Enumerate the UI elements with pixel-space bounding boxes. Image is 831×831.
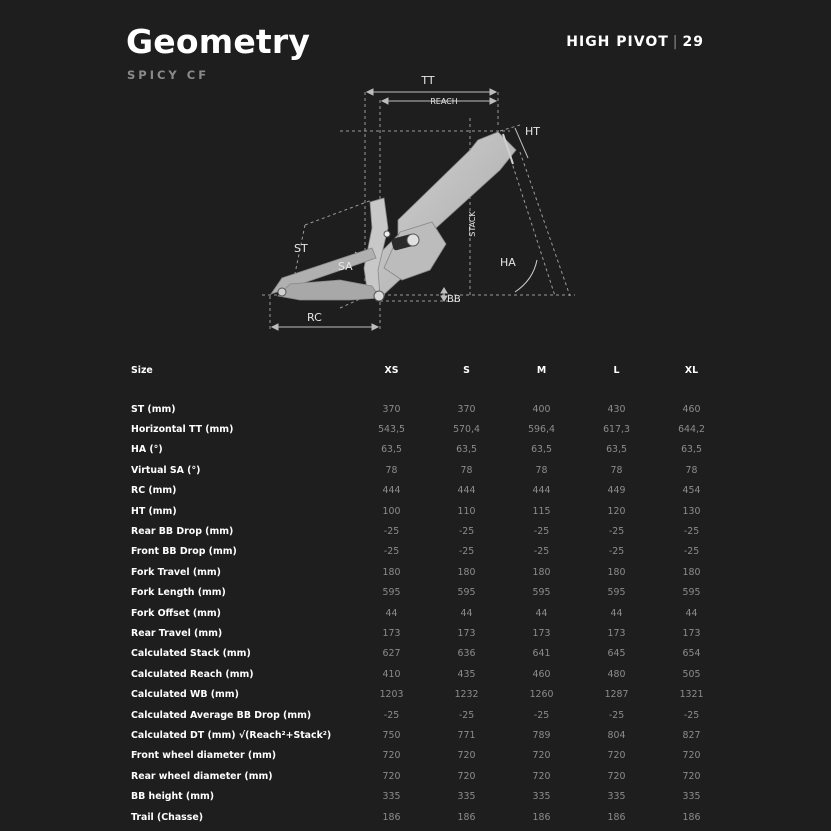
table-row xyxy=(127,664,729,684)
row-value: 370 xyxy=(457,403,476,415)
size-column-header: S xyxy=(463,364,470,376)
row-value: 180 xyxy=(457,566,476,578)
row-value: -25 xyxy=(533,526,550,538)
row-label: HT (mm) xyxy=(131,505,177,517)
row-value: 180 xyxy=(682,566,701,578)
row-value: 186 xyxy=(457,811,476,823)
row-label: Calculated DT (mm) √(Reach²+Stack²) xyxy=(131,729,332,741)
row-value: 595 xyxy=(382,587,401,599)
row-value: 410 xyxy=(382,668,401,680)
row-value: 720 xyxy=(532,750,551,762)
row-value: 370 xyxy=(382,403,401,415)
row-value: 454 xyxy=(682,485,701,497)
row-value: 827 xyxy=(682,729,701,741)
table-row xyxy=(127,562,729,582)
row-value: 186 xyxy=(607,811,626,823)
row-value: 180 xyxy=(607,566,626,578)
row-value: -25 xyxy=(608,546,625,558)
table-row xyxy=(127,746,729,766)
table-row xyxy=(127,583,729,603)
row-value: 480 xyxy=(607,668,626,680)
row-value: 804 xyxy=(607,729,626,741)
table-row xyxy=(127,440,729,460)
row-label: Calculated Reach (mm) xyxy=(131,668,254,680)
row-value: 430 xyxy=(607,403,626,415)
row-value: 335 xyxy=(532,791,551,803)
label-bb: BB xyxy=(447,294,461,305)
row-value: 627 xyxy=(382,648,401,660)
row-value: -25 xyxy=(608,709,625,721)
row-value: 789 xyxy=(532,729,551,741)
row-value: 120 xyxy=(607,505,626,517)
row-value: 720 xyxy=(532,770,551,782)
size-column-header: XL xyxy=(684,364,699,376)
table-row xyxy=(127,705,729,725)
row-value: 78 xyxy=(385,464,398,476)
row-value: 720 xyxy=(682,750,701,762)
row-value: 444 xyxy=(457,485,476,497)
table-row xyxy=(127,786,729,806)
row-value: 173 xyxy=(682,627,701,639)
row-value: 173 xyxy=(532,627,551,639)
row-value: -25 xyxy=(458,546,475,558)
label-st: ST xyxy=(294,242,308,255)
row-value: -25 xyxy=(683,526,700,538)
row-value: 449 xyxy=(607,485,626,497)
row-value: -25 xyxy=(383,709,400,721)
row-value: -25 xyxy=(683,546,700,558)
row-value: 505 xyxy=(682,668,701,680)
label-stack: STACK xyxy=(468,211,477,237)
row-value: 444 xyxy=(382,485,401,497)
row-value: 570,4 xyxy=(453,424,480,436)
model-badge xyxy=(566,34,704,50)
size-header: Size xyxy=(131,364,153,376)
row-value: 63,5 xyxy=(381,444,402,456)
row-label: Front BB Drop (mm) xyxy=(131,546,237,558)
row-value: 595 xyxy=(457,587,476,599)
row-value: -25 xyxy=(608,526,625,538)
row-value: -25 xyxy=(533,709,550,721)
label-rc: RC xyxy=(307,311,322,324)
row-value: 110 xyxy=(457,505,476,517)
label-ha: HA xyxy=(500,256,516,269)
row-value: -25 xyxy=(383,546,400,558)
row-value: 115 xyxy=(532,505,551,517)
size-column-header: L xyxy=(613,364,620,376)
table-row xyxy=(127,460,729,480)
frame-geometry-diagram xyxy=(240,65,590,340)
row-value: 100 xyxy=(382,505,401,517)
table-row xyxy=(127,542,729,562)
row-value: 186 xyxy=(382,811,401,823)
row-value: 1287 xyxy=(604,689,629,701)
row-label: Calculated Average BB Drop (mm) xyxy=(131,709,312,721)
table-row xyxy=(127,501,729,521)
row-value: 173 xyxy=(382,627,401,639)
row-label: Front wheel diameter (mm) xyxy=(131,750,277,762)
table-row xyxy=(127,623,729,643)
row-value: 63,5 xyxy=(456,444,477,456)
row-value: 78 xyxy=(460,464,473,476)
row-label: Horizontal TT (mm) xyxy=(131,424,234,436)
row-value: 641 xyxy=(532,648,551,660)
row-value: 595 xyxy=(682,587,701,599)
table-spacer xyxy=(127,381,729,399)
row-value: 78 xyxy=(610,464,623,476)
model-subtitle: SPICY CF xyxy=(127,68,210,82)
row-value: 63,5 xyxy=(606,444,627,456)
row-value: 596,4 xyxy=(528,424,555,436)
row-value: 543,5 xyxy=(378,424,405,436)
bike-frame xyxy=(271,132,516,301)
row-value: 1321 xyxy=(679,689,704,701)
row-value: 720 xyxy=(607,770,626,782)
row-label: Fork Offset (mm) xyxy=(131,607,221,619)
label-sa: SA xyxy=(338,260,353,273)
label-ht: HT xyxy=(525,125,540,138)
row-value: 44 xyxy=(460,607,473,619)
model-separator: | xyxy=(672,34,679,50)
row-value: 335 xyxy=(682,791,701,803)
row-value: 460 xyxy=(532,668,551,680)
row-value: -25 xyxy=(458,526,475,538)
row-value: -25 xyxy=(533,546,550,558)
row-value: 173 xyxy=(457,627,476,639)
table-row xyxy=(127,603,729,623)
table-row xyxy=(127,766,729,786)
table-row xyxy=(127,644,729,664)
row-value: 644,2 xyxy=(678,424,705,436)
table-row xyxy=(127,419,729,439)
row-value: 44 xyxy=(385,607,398,619)
row-value: 63,5 xyxy=(681,444,702,456)
row-value: 720 xyxy=(682,770,701,782)
row-label: Rear Travel (mm) xyxy=(131,627,223,639)
row-value: 335 xyxy=(607,791,626,803)
page-title: Geometry xyxy=(126,22,311,61)
row-value: 720 xyxy=(607,750,626,762)
size-column-header: XS xyxy=(384,364,399,376)
row-label: ST (mm) xyxy=(131,403,176,415)
row-value: 636 xyxy=(457,648,476,660)
row-value: 595 xyxy=(607,587,626,599)
row-value: 44 xyxy=(535,607,548,619)
row-label: Fork Length (mm) xyxy=(131,587,226,599)
row-label: Calculated WB (mm) xyxy=(131,689,239,701)
row-value: -25 xyxy=(683,709,700,721)
model-type: HIGH PIVOT xyxy=(566,34,669,50)
row-value: 335 xyxy=(457,791,476,803)
row-label: Trail (Chasse) xyxy=(131,811,203,823)
row-value: 44 xyxy=(610,607,623,619)
row-value: 595 xyxy=(532,587,551,599)
table-row xyxy=(127,684,729,704)
label-reach: REACH xyxy=(430,97,458,106)
row-label: Rear wheel diameter (mm) xyxy=(131,770,273,782)
row-value: 771 xyxy=(457,729,476,741)
row-value: 720 xyxy=(382,750,401,762)
row-value: 173 xyxy=(607,627,626,639)
label-tt: TT xyxy=(421,74,435,87)
row-value: 1260 xyxy=(529,689,554,701)
row-value: 720 xyxy=(457,750,476,762)
row-value: 44 xyxy=(685,607,698,619)
row-value: 460 xyxy=(682,403,701,415)
row-value: 617,3 xyxy=(603,424,630,436)
row-value: -25 xyxy=(458,709,475,721)
row-label: Calculated Stack (mm) xyxy=(131,648,251,660)
row-value: 435 xyxy=(457,668,476,680)
table-row xyxy=(127,807,729,827)
row-value: 186 xyxy=(532,811,551,823)
geometry-table xyxy=(127,359,729,827)
row-value: 335 xyxy=(382,791,401,803)
row-value: 180 xyxy=(382,566,401,578)
row-value: 1203 xyxy=(379,689,404,701)
row-value: 130 xyxy=(682,505,701,517)
row-label: Rear BB Drop (mm) xyxy=(131,526,234,538)
table-header-row xyxy=(127,359,729,381)
row-value: 720 xyxy=(457,770,476,782)
row-label: HA (°) xyxy=(131,444,163,456)
row-value: 63,5 xyxy=(531,444,552,456)
table-row xyxy=(127,399,729,419)
row-value: 720 xyxy=(382,770,401,782)
row-value: 186 xyxy=(682,811,701,823)
row-value: 654 xyxy=(682,648,701,660)
row-value: 78 xyxy=(685,464,698,476)
row-value: 444 xyxy=(532,485,551,497)
row-label: BB height (mm) xyxy=(131,791,215,803)
row-value: -25 xyxy=(383,526,400,538)
row-value: 180 xyxy=(532,566,551,578)
table-row xyxy=(127,481,729,501)
wheel-size: 29 xyxy=(682,34,704,50)
row-label: Fork Travel (mm) xyxy=(131,566,221,578)
size-column-header: M xyxy=(536,364,547,376)
row-label: RC (mm) xyxy=(131,485,177,497)
row-label: Virtual SA (°) xyxy=(131,464,201,476)
row-value: 645 xyxy=(607,648,626,660)
table-row xyxy=(127,725,729,745)
row-value: 1232 xyxy=(454,689,479,701)
row-value: 400 xyxy=(532,403,551,415)
row-value: 750 xyxy=(382,729,401,741)
row-value: 78 xyxy=(535,464,548,476)
table-body xyxy=(127,381,729,827)
table-row xyxy=(127,521,729,541)
